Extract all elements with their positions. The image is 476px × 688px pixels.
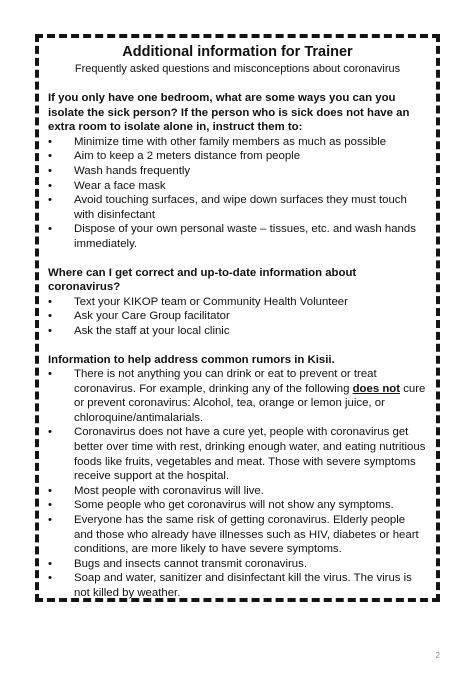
rumor-text-after: cure or prevent coronavirus: Alcohol, tea, orange or lemon juice, or chloroquine/antimalarials. (74, 382, 426, 424)
list-item (48, 484, 427, 499)
bullet-icon: • (48, 150, 52, 163)
list-item-text: Aim to keep a 2 meters distance from people (74, 150, 301, 163)
list-item-text: Most people with coronavirus will live. (74, 484, 264, 497)
list-item (48, 367, 427, 425)
emphasis-does-not: does not (352, 382, 401, 395)
document-title: Additional information for Trainer (122, 44, 353, 60)
list-item (48, 149, 427, 164)
page-number: 2 (435, 651, 440, 660)
list-item-text: Dispose of your own personal waste – tissues, etc. and wash hands immediately. (74, 223, 416, 250)
list-item (48, 222, 427, 251)
isolation-section (48, 91, 427, 252)
list-item (48, 513, 427, 557)
information-section (48, 266, 427, 339)
list-item (48, 164, 427, 179)
rumors-section (48, 353, 427, 601)
list-item (48, 179, 427, 194)
list-item (48, 309, 427, 324)
list-item (48, 324, 427, 339)
list-item-text: Bugs and insects cannot transmit coronavirus. (74, 557, 307, 570)
list-item (48, 295, 427, 310)
bullet-icon: • (48, 223, 52, 236)
list-item (48, 498, 427, 513)
bullet-icon: • (48, 135, 52, 148)
list-item (48, 571, 427, 600)
bullet-icon: • (48, 194, 52, 207)
bullet-icon: • (48, 164, 52, 177)
information-question: Where can I get correct and up-to-date information about coronavirus? (48, 266, 357, 294)
list-item-text: Some people who get coronavirus will not show any symptoms. (74, 499, 394, 512)
isolation-list (48, 135, 427, 252)
list-item (48, 425, 427, 483)
bullet-icon: • (48, 295, 52, 308)
bullet-icon: • (48, 426, 52, 439)
bullet-icon: • (48, 368, 52, 381)
bullet-icon: • (48, 572, 52, 585)
bullet-icon: • (48, 310, 52, 323)
isolation-question: If you only have one bedroom, what are some ways you can you isolate the sick person? If the person who is sick does not have an extra room to isolate alone in, instruct them to: (48, 92, 410, 134)
rumors-question: Information to help address common rumors in Kisii. (48, 353, 335, 366)
information-list (48, 295, 427, 339)
list-item (48, 193, 427, 222)
list-item-text: Wash hands frequently (74, 164, 191, 177)
trainer-info-box (35, 34, 440, 602)
list-item-text: Minimize time with other family members as much as possible (74, 135, 387, 148)
bullet-icon: • (48, 514, 52, 527)
bullet-icon: • (48, 484, 52, 497)
bullet-icon: • (48, 324, 52, 337)
bullet-icon: • (48, 557, 52, 570)
list-item-text: Everyone has the same risk of getting coronavirus. Elderly people and those who already have illnesses such as HIV, diabetes or heart conditions, are more likely to have severe symptoms. (74, 514, 419, 556)
list-item-text: Avoid touching surfaces, and wipe down surfaces they must touch with disinfectant (74, 194, 407, 221)
list-item-text: Soap and water, sanitizer and disinfectant kill the virus. The virus is not killed by weather. (74, 572, 412, 599)
list-item-text: Ask the staff at your local clinic (74, 324, 230, 337)
bullet-icon: • (48, 499, 52, 512)
list-item-text (74, 368, 425, 424)
list-item (48, 135, 427, 150)
list-item (48, 557, 427, 572)
list-item-text: Ask your Care Group facilitator (74, 310, 230, 323)
list-item-text: Wear a face mask (74, 179, 166, 192)
list-item-text: Text your KIKOP team or Community Health Volunteer (74, 295, 348, 308)
list-item-text: Coronavirus does not have a cure yet, people with coronavirus get better over time with rest, drinking enough water, and eating nutritious foods like fruits, vegetables and meat. Those with severe symptoms receive support at the hospital. (74, 426, 426, 483)
rumors-list (48, 367, 427, 601)
bullet-icon: • (48, 179, 52, 192)
rumor-text-before: There is not anything you can drink or eat to prevent or treat coronavirus. For example, drinking any of the following (74, 368, 377, 395)
document-subtitle: Frequently asked questions and misconceptions about coronavirus (74, 63, 401, 75)
